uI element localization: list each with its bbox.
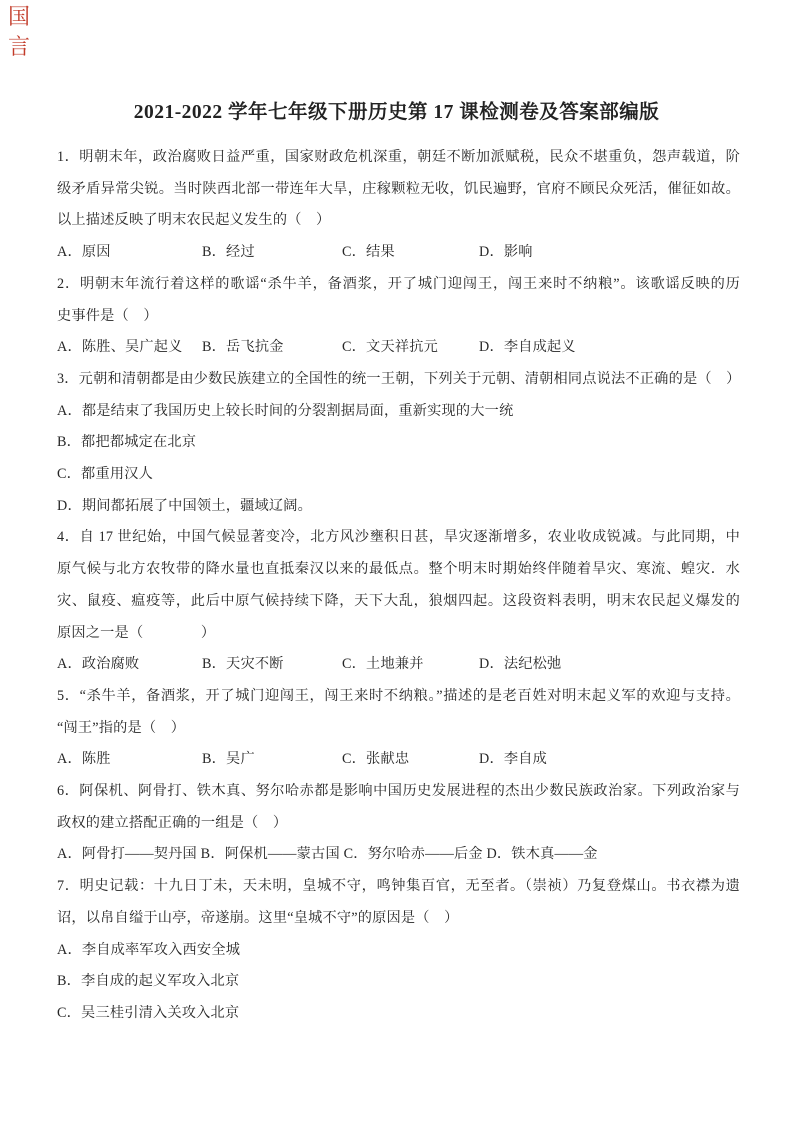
question-1-options [57, 237, 740, 269]
question-1-stem-line: 级矛盾异常尖锐。当时陕西北部一带连年大旱，庄稼颗粒无收，饥民遍野，官府不顾民众死活，催征如故。 [57, 180, 740, 197]
option-a: A．陈胜、吴广起义 [57, 339, 183, 356]
question-3-stem-line: 3．元朝和清朝都是由少数民族建立的全国性的统一王朝，下列关于元朝、清朝相同点说法不正确的是（ ） [57, 370, 741, 387]
option-b: B．都把都城定在北京 [57, 434, 197, 451]
question-4-stem-line: 原因之一是（ ） [57, 624, 216, 641]
red-corner-watermark [5, 2, 33, 62]
question-5-stem-line: 5．“杀牛羊，备酒浆，开了城门迎闯王，闯王来时不纳粮。”描述的是老百姓对明末起义军的欢迎与支持。 [57, 687, 740, 704]
question-5-options [57, 744, 740, 776]
question-6-options: A．阿骨打——契丹国 B．阿保机——蒙古国 C．努尔哈赤——后金 D．铁木真——金 [57, 846, 598, 863]
red-watermark-top-glyph: 国 [7, 4, 30, 29]
option-c: C．吴三桂引清入关攻入北京 [57, 1004, 240, 1021]
option-d: D．法纪松弛 [479, 656, 562, 673]
question-5 [57, 681, 740, 776]
red-watermark-bottom-glyph: 言 [7, 34, 30, 59]
option-d: D．影响 [479, 244, 533, 261]
option-c: C．都重用汉人 [57, 466, 153, 483]
question-1 [57, 142, 740, 269]
question-3 [57, 364, 740, 523]
page-title: 2021-2022 学年七年级下册历史第 17 课检测卷及答案部编版 [133, 102, 660, 123]
document-body [57, 142, 740, 1030]
option-b: B．岳飞抗金 [202, 339, 284, 356]
option-a: A．都是结束了我国历史上较长时间的分裂割据局面，重新实现的大一统 [57, 402, 514, 419]
question-2-stem-line: 2．明朝末年流行着这样的歌谣“杀牛羊，备酒浆，开了城门迎闯王，闯王来时不纳粮”。该歌谣反映的历 [57, 275, 740, 292]
question-4-stem-line: 原气候与北方农牧带的降水量也直抵秦汉以来的最低点。整个明末时期始终伴随着旱灾、寒流、蝗灾．水 [57, 561, 740, 578]
option-d: D．期间都拓展了中国领土，疆域辽阔。 [57, 497, 313, 514]
question-1-stem-line: 1．明朝末年，政治腐败日益严重，国家财政危机深重，朝廷不断加派赋税，民众不堪重负，怨声载道，阶 [57, 149, 740, 165]
question-7-stem-line: 诏，以帛自缢于山亭，帝遂崩。这里“皇城不守”的原因是（ ） [57, 909, 459, 926]
question-4-stem-line: 4．自 17 世纪始，中国气候显著变冷，北方风沙壅积日甚，旱灾逐渐增多，农业收成锐减。与此同期，中 [57, 529, 740, 546]
option-c: C．文天祥抗元 [342, 339, 438, 356]
option-d: D．李自成 [479, 751, 547, 768]
option-a: A．原因 [57, 244, 111, 261]
option-d: D．李自成起义 [479, 339, 576, 356]
question-6 [57, 776, 740, 871]
question-1-stem-line: 以上描述反映了明末农民起义发生的（ ） [57, 212, 331, 229]
question-4-options [57, 649, 740, 681]
question-5-stem-line: “闯王”指的是（ ） [57, 719, 186, 736]
option-a: A．政治腐败 [57, 656, 140, 673]
option-b: B．经过 [202, 244, 255, 261]
question-7-stem-line: 7．明史记载：十九日丁未，天未明，皇城不守，鸣钟集百官，无至者。（崇祯）乃复登煤山。书衣襟为遗 [57, 878, 740, 895]
question-6-stem-line: 政权的建立搭配正确的一组是（ ） [57, 814, 288, 831]
question-7 [57, 871, 740, 1030]
question-2-stem-line: 史事件是（ ） [57, 307, 158, 324]
option-b: B．天灾不断 [202, 656, 284, 673]
question-4 [57, 522, 740, 681]
option-c: C．结果 [342, 244, 395, 261]
option-b: B．吴广 [202, 751, 255, 768]
option-b: B．李自成的起义军攻入北京 [57, 973, 240, 990]
option-a: A．陈胜 [57, 751, 111, 768]
option-c: C．张献忠 [342, 751, 410, 768]
question-2-options [57, 332, 740, 364]
question-2 [57, 269, 740, 364]
question-4-stem-line: 灾、鼠疫、瘟疫等，此后中原气候持续下降，天下大乱，狼烟四起。这段资料表明，明末农民起义爆发的 [57, 592, 740, 609]
option-c: C．土地兼并 [342, 656, 424, 673]
question-6-stem-line: 6．阿保机、阿骨打、铁木真、努尔哈赤都是影响中国历史发展进程的杰出少数民族政治家。下列政治家与 [57, 783, 740, 800]
option-a: A．李自成率军攻入西安全城 [57, 941, 241, 958]
